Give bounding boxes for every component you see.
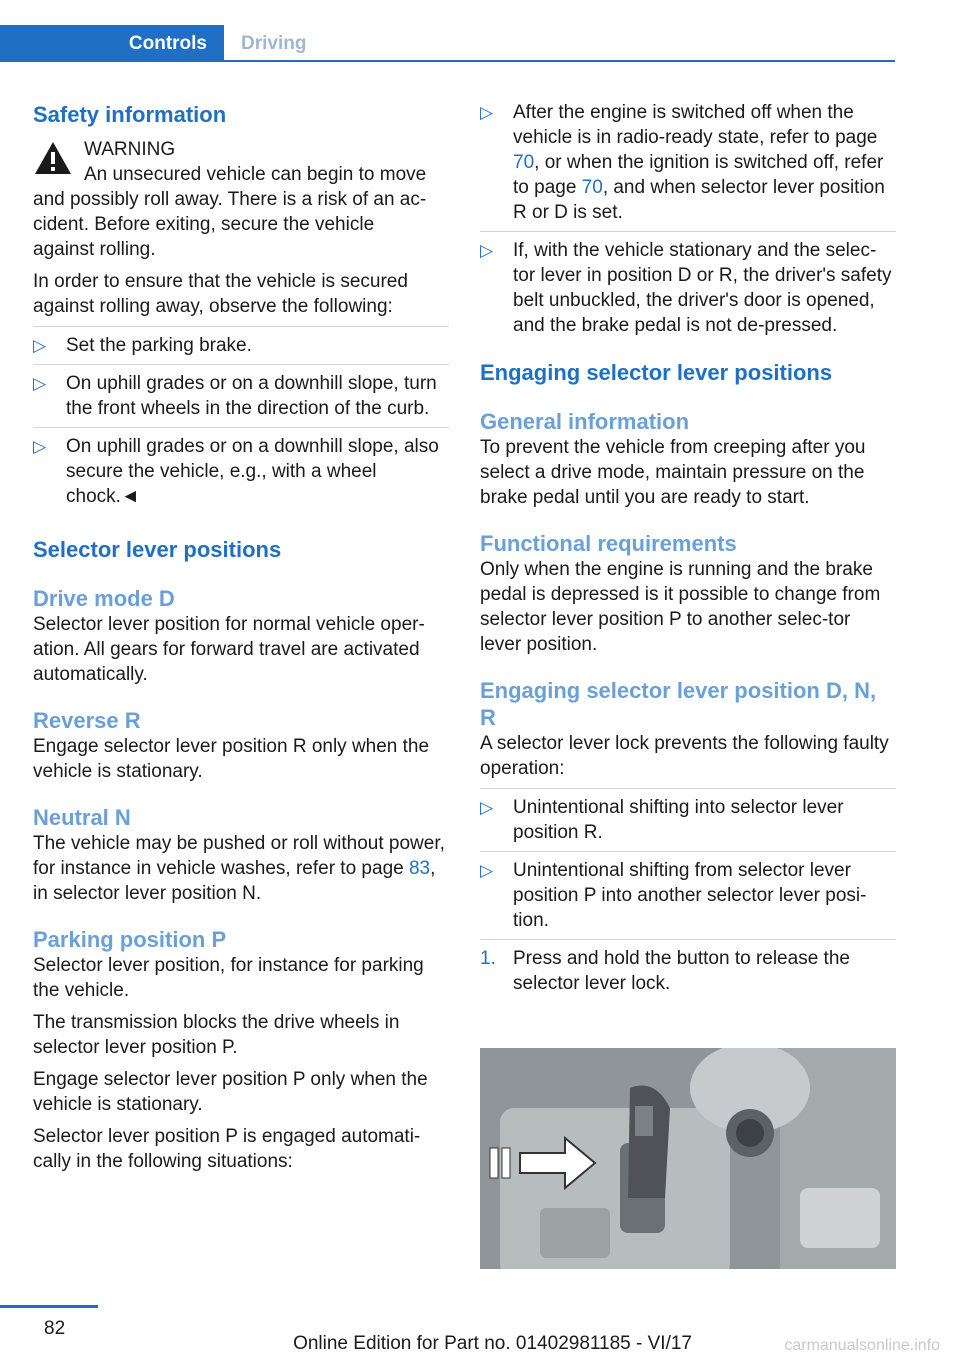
list-item: ▷ Unintentional shifting from selector lever position P into another selector lever posi-tion.	[480, 858, 896, 940]
parking-text: The transmission blocks the drive wheels in selector lever position P.	[33, 1012, 400, 1058]
footer-rule	[0, 1305, 98, 1308]
warning-triangle-icon	[33, 140, 73, 176]
parking-text: Selector lever position, for instance for parking the vehicle.	[33, 955, 424, 1001]
tab-driving[interactable]	[224, 25, 895, 62]
page-link[interactable]: 70	[513, 152, 535, 173]
page-link[interactable]: 70	[581, 177, 603, 198]
watermark: carmanualsonline.info	[784, 1337, 940, 1354]
safety-heading: Safety information	[33, 102, 227, 127]
functional-heading: Functional requirements	[480, 531, 737, 556]
general-text: To prevent the vehicle from creeping after you select a drive mode, maintain pressure on the brake pedal until you are ready to start.	[480, 437, 866, 508]
warning-block	[33, 137, 449, 262]
functional-text: Only when the engine is running and the brake pedal is depressed is it possible to change from selector lever position P to another selec-tor lever position.	[480, 559, 881, 655]
lock-list	[480, 795, 896, 1002]
triangle-bullet-icon: ▷	[33, 374, 47, 393]
triangle-bullet-icon: ▷	[33, 437, 47, 456]
reverse-heading: Reverse R	[33, 708, 141, 733]
parking-heading: Parking position P	[33, 927, 227, 952]
left-column	[33, 100, 449, 1174]
tab-driving-label: Driving	[241, 33, 307, 54]
selector-lever-illustration	[480, 1048, 896, 1269]
lock-text: A selector lever lock prevents the following faulty operation:	[480, 733, 889, 779]
drive-heading: Drive mode D	[33, 586, 175, 611]
page-link[interactable]: 83	[408, 858, 431, 879]
auto-park-list	[480, 100, 896, 344]
warning-text: against rolling.	[33, 239, 156, 260]
list-item: ▷ If, with the vehicle stationary and the selec-tor lever in position D or R, the driver's safety belt unbuckled, the driver's door is opened, and the brake pedal is not de-pressed.	[480, 240, 892, 336]
intro-paragraph: In order to ensure that the vehicle is secured against rolling away, observe the following:	[33, 271, 408, 317]
neutral-text: The vehicle may be pushed or roll without power, for instance in vehicle washes, refer to page 83, in selector lever position N.	[33, 833, 445, 904]
step-number: 1.	[480, 948, 496, 969]
list-item: ▷ Unintentional shifting into selector lever position R.	[480, 795, 896, 852]
selector-lever-photo	[480, 1048, 896, 1269]
page-number: 82	[44, 1318, 66, 1339]
triangle-bullet-icon: ▷	[480, 241, 494, 260]
drive-text: Selector lever position for normal vehicle oper-ation. All gears for forward travel are activated automatically.	[33, 614, 425, 685]
parking-text: Engage selector lever position P only when the vehicle is stationary.	[33, 1069, 428, 1115]
general-heading: General information	[480, 409, 690, 434]
warning-text: An unsecured vehicle can begin to move	[84, 164, 427, 185]
selector-heading: Selector lever positions	[33, 537, 282, 562]
warning-text: and possibly roll away. There is a risk of an ac-	[33, 189, 427, 210]
warning-label: WARNING	[84, 139, 176, 160]
chapter-tabs	[0, 25, 895, 62]
engaging-dnr-heading: Engaging selector lever position D, N, R	[480, 678, 877, 730]
tab-controls[interactable]	[0, 25, 224, 62]
list-item: ▷ On uphill grades or on a downhill slope, turn the front wheels in the direction of the curb.	[33, 371, 449, 428]
warning-text: cident. Before exiting, secure the vehicle	[33, 214, 375, 235]
step-item: 1. Press and hold the button to release the selector lever lock.	[480, 948, 850, 994]
list-item: ▷ After the engine is switched off when the vehicle is in radio-ready state, refer to page 70, or when the ignition is switched off, refer to page 70, and when selector lever position R or D is set.	[480, 100, 896, 232]
reverse-text: Engage selector lever position R only when the vehicle is stationary.	[33, 736, 430, 782]
engaging-heading: Engaging selector lever positions	[480, 360, 833, 385]
triangle-bullet-icon: ▷	[480, 861, 494, 880]
parking-text: Selector lever position P is engaged automati-cally in the following situations:	[33, 1126, 421, 1172]
edition-text: Online Edition for Part no. 01402981185 - VI/17	[293, 1333, 692, 1354]
triangle-bullet-icon: ▷	[33, 336, 47, 355]
triangle-bullet-icon: ▷	[480, 103, 494, 122]
securing-list	[33, 333, 449, 515]
tab-controls-label: Controls	[128, 33, 207, 54]
neutral-heading: Neutral N	[33, 805, 131, 830]
list-item: ▷ On uphill grades or on a downhill slope, also secure the vehicle, e.g., with a wheel chock.◄	[33, 436, 439, 507]
right-column	[480, 100, 896, 1008]
list-item: ▷ Set the parking brake.	[33, 333, 449, 365]
triangle-bullet-icon: ▷	[480, 798, 494, 817]
